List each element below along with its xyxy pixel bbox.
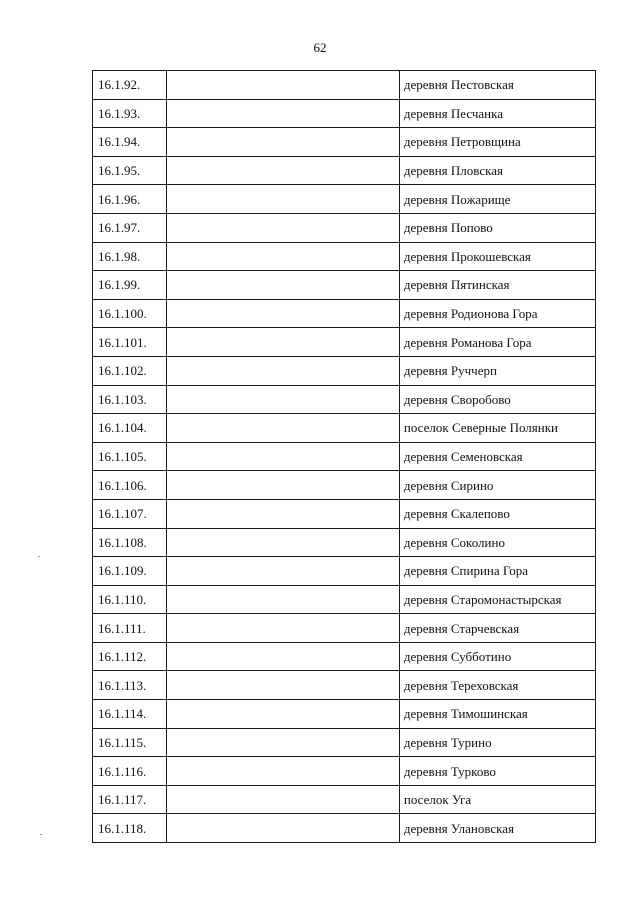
row-empty-cell — [166, 414, 399, 443]
row-code-cell: 16.1.98. — [93, 242, 167, 271]
row-empty-cell — [166, 614, 399, 643]
row-settlement-name-cell: деревня Тереховская — [399, 671, 595, 700]
row-code-cell: 16.1.118. — [93, 814, 167, 843]
table-row — [93, 242, 596, 271]
table-row — [93, 557, 596, 586]
table-row — [93, 642, 596, 671]
row-empty-cell — [166, 128, 399, 157]
settlements-table — [92, 70, 596, 843]
row-empty-cell — [166, 671, 399, 700]
table-row — [93, 671, 596, 700]
scan-mark — [40, 834, 42, 835]
table-row — [93, 728, 596, 757]
row-empty-cell — [166, 642, 399, 671]
row-code-cell: 16.1.100. — [93, 299, 167, 328]
row-code-cell: 16.1.103. — [93, 385, 167, 414]
table-row — [93, 271, 596, 300]
page-number: 62 — [313, 40, 327, 55]
table-row — [93, 213, 596, 242]
table-row — [93, 328, 596, 357]
row-empty-cell — [166, 700, 399, 729]
row-empty-cell — [166, 271, 399, 300]
table-row — [93, 156, 596, 185]
row-settlement-name-cell: деревня Старчевская — [399, 614, 595, 643]
row-code-cell: 16.1.92. — [93, 71, 167, 100]
row-code-cell: 16.1.102. — [93, 356, 167, 385]
table-row — [93, 356, 596, 385]
row-code-cell: 16.1.95. — [93, 156, 167, 185]
row-empty-cell — [166, 757, 399, 786]
row-empty-cell — [166, 499, 399, 528]
row-empty-cell — [166, 442, 399, 471]
table-row — [93, 757, 596, 786]
table-row — [93, 71, 596, 100]
row-empty-cell — [166, 242, 399, 271]
row-empty-cell — [166, 814, 399, 843]
table-row — [93, 785, 596, 814]
row-code-cell: 16.1.99. — [93, 271, 167, 300]
row-settlement-name-cell: деревня Тимошинская — [399, 700, 595, 729]
row-settlement-name-cell: деревня Своробово — [399, 385, 595, 414]
row-code-cell: 16.1.110. — [93, 585, 167, 614]
table-row — [93, 99, 596, 128]
table-body — [93, 71, 596, 843]
table-row — [93, 471, 596, 500]
row-settlement-name-cell: деревня Сирино — [399, 471, 595, 500]
row-empty-cell — [166, 785, 399, 814]
table-row — [93, 442, 596, 471]
row-empty-cell — [166, 356, 399, 385]
row-settlement-name-cell: деревня Песчанка — [399, 99, 595, 128]
row-empty-cell — [166, 385, 399, 414]
row-empty-cell — [166, 557, 399, 586]
row-settlement-name-cell: поселок Северные Полянки — [399, 414, 595, 443]
row-code-cell: 16.1.116. — [93, 757, 167, 786]
row-settlement-name-cell: деревня Пестовская — [399, 71, 595, 100]
table-row — [93, 528, 596, 557]
table-row — [93, 614, 596, 643]
row-code-cell: 16.1.111. — [93, 614, 167, 643]
row-code-cell: 16.1.109. — [93, 557, 167, 586]
row-settlement-name-cell: деревня Попово — [399, 213, 595, 242]
table-row — [93, 385, 596, 414]
row-settlement-name-cell: деревня Турино — [399, 728, 595, 757]
row-settlement-name-cell: деревня Соколино — [399, 528, 595, 557]
row-code-cell: 16.1.115. — [93, 728, 167, 757]
table-row — [93, 585, 596, 614]
row-empty-cell — [166, 213, 399, 242]
row-empty-cell — [166, 328, 399, 357]
scan-mark — [38, 556, 40, 557]
row-settlement-name-cell: поселок Уга — [399, 785, 595, 814]
row-empty-cell — [166, 528, 399, 557]
row-empty-cell — [166, 156, 399, 185]
table-row — [93, 814, 596, 843]
row-code-cell: 16.1.114. — [93, 700, 167, 729]
row-settlement-name-cell: деревня Романова Гора — [399, 328, 595, 357]
table-row — [93, 128, 596, 157]
row-empty-cell — [166, 99, 399, 128]
table-row — [93, 414, 596, 443]
row-empty-cell — [166, 585, 399, 614]
row-code-cell: 16.1.93. — [93, 99, 167, 128]
row-code-cell: 16.1.108. — [93, 528, 167, 557]
row-settlement-name-cell: деревня Пятинская — [399, 271, 595, 300]
row-settlement-name-cell: деревня Спирина Гора — [399, 557, 595, 586]
table-row — [93, 299, 596, 328]
row-code-cell: 16.1.112. — [93, 642, 167, 671]
row-code-cell: 16.1.107. — [93, 499, 167, 528]
row-settlement-name-cell: деревня Скалепово — [399, 499, 595, 528]
row-code-cell: 16.1.106. — [93, 471, 167, 500]
table-row — [93, 700, 596, 729]
row-code-cell: 16.1.94. — [93, 128, 167, 157]
row-code-cell: 16.1.97. — [93, 213, 167, 242]
row-settlement-name-cell: деревня Родионова Гора — [399, 299, 595, 328]
row-settlement-name-cell: деревня Турково — [399, 757, 595, 786]
row-code-cell: 16.1.105. — [93, 442, 167, 471]
row-empty-cell — [166, 71, 399, 100]
row-settlement-name-cell: деревня Улановская — [399, 814, 595, 843]
row-settlement-name-cell: деревня Старомонастырская — [399, 585, 595, 614]
table-row — [93, 185, 596, 214]
row-code-cell: 16.1.96. — [93, 185, 167, 214]
row-settlement-name-cell: деревня Прокошевская — [399, 242, 595, 271]
row-settlement-name-cell: деревня Руччерп — [399, 356, 595, 385]
row-empty-cell — [166, 728, 399, 757]
row-settlement-name-cell: деревня Семеновская — [399, 442, 595, 471]
row-empty-cell — [166, 299, 399, 328]
table-row — [93, 499, 596, 528]
row-settlement-name-cell: деревня Пловская — [399, 156, 595, 185]
row-code-cell: 16.1.117. — [93, 785, 167, 814]
row-settlement-name-cell: деревня Субботино — [399, 642, 595, 671]
row-settlement-name-cell: деревня Пожарище — [399, 185, 595, 214]
row-settlement-name-cell: деревня Петровщина — [399, 128, 595, 157]
row-code-cell: 16.1.101. — [93, 328, 167, 357]
row-empty-cell — [166, 185, 399, 214]
row-code-cell: 16.1.113. — [93, 671, 167, 700]
row-code-cell: 16.1.104. — [93, 414, 167, 443]
row-empty-cell — [166, 471, 399, 500]
